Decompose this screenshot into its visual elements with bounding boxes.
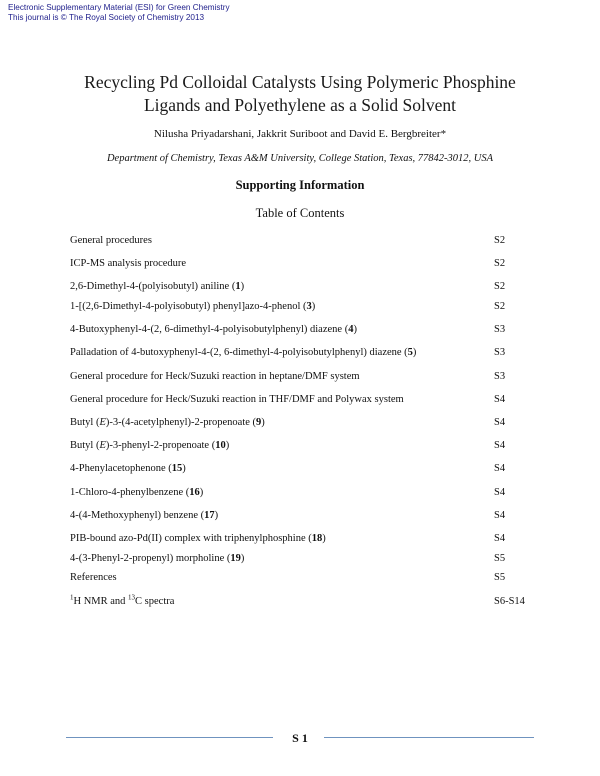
toc-entry-page: S4 [494,533,506,544]
toc-entry-label: Butyl (E)-3-(4-acetylphenyl)-2-propenoate (9) [70,417,265,428]
toc-entry-label: General procedure for Heck/Suzuki reaction in heptane/DMF system [70,371,360,382]
affiliation: Department of Chemistry, Texas A&M University, College Station, Texas, 77842-3012, USA [106,153,494,164]
page-number: S 1 [292,731,308,745]
toc-entry-page: S2 [494,281,506,292]
toc-entry-label: General procedure for Heck/Suzuki reaction in THF/DMF and Polywax system [70,394,404,405]
toc-entry-page: S5 [494,572,506,583]
toc-heading: Table of Contents [255,206,345,220]
toc-entry-page: S3 [494,371,506,382]
toc-entry-label: References [70,572,117,583]
toc-entry-label: 4-(3-Phenyl-2-propenyl) morpholine (19) [70,553,245,564]
toc-entry-label: 1-[(2,6-Dimethyl-4-polyisobutyl) phenyl]azo-4-phenol (3) [70,301,316,312]
toc-entry-label: PIB-bound azo-Pd(II) complex with triphenylphosphine (18) [70,533,326,544]
toc-entry-label: General procedures [70,235,152,246]
toc-entry [70,439,530,453]
toc-entry [70,571,530,585]
toc-entry [70,280,530,294]
supporting-information-heading: Supporting Information [235,178,365,192]
toc-entry-label: 2,6-Dimethyl-4-(polyisobutyl) aniline (1) [70,281,245,292]
header-line-1: Electronic Supplementary Material (ESI) for Green Chemistry [8,3,230,12]
toc-entry [70,300,530,314]
toc-entry [70,595,530,609]
toc-entry [70,486,530,500]
toc-entry-page: S4 [494,487,506,498]
toc-entry-page: S3 [494,347,506,358]
header-line-2: This journal is © The Royal Society of Chemistry 2013 [8,13,205,22]
toc-entry-label: Butyl (E)-3-phenyl-2-propenoate (10) [70,440,230,451]
toc-entry-page: S5 [494,553,506,564]
toc-entry [70,323,530,337]
toc-entry [70,552,530,566]
toc-entry-page: S3 [494,324,506,335]
toc-entry-label: 1-Chloro-4-phenylbenzene (16) [70,487,204,498]
toc-entry [70,257,530,271]
toc-entry [70,234,530,248]
toc-entry-page: S2 [494,301,506,312]
toc-entry [70,346,530,360]
toc-entry-page: S4 [494,463,506,474]
toc-entry-label: $^1$H NMR and $^{13}$C spectra [70,593,175,607]
toc-entry-page: S4 [494,394,506,405]
toc-entry-label: ICP-MS analysis procedure [70,258,187,269]
toc-entry-page: S6-S14 [494,596,525,607]
journal-header [8,3,230,23]
toc-entry-page: S4 [494,417,506,428]
toc-entry [70,509,530,523]
toc-entry-page: S4 [494,440,506,451]
toc-entry [70,393,530,407]
title-line-1: Recycling Pd Colloidal Catalysts Using Polymeric Phosphine [84,72,516,92]
authors: Nilusha Priyadarshani, Jakkrit Suriboot and David E. Bergbreiter* [153,128,447,140]
toc-entry-label: Palladation of 4-butoxyphenyl-4-(2, 6-dimethyl-4-polyisobutylphenyl) diazene (5) [70,347,417,358]
toc-entry-label: 4-(4-Methoxyphenyl) benzene (17) [70,510,219,521]
toc-entry-page: S2 [494,235,506,246]
toc-entry [70,416,530,430]
toc-entry-page: S2 [494,258,506,269]
toc-entry-label: 4-Butoxyphenyl-4-(2, 6-dimethyl-4-polyisobutylphenyl) diazene (4) [70,324,357,335]
paper-title [0,71,600,117]
toc-entry [70,462,530,476]
toc-entry-label: 4-Phenylacetophenone (15) [70,463,186,474]
toc-entry [70,532,530,546]
title-line-2: Ligands and Polyethylene as a Solid Solvent [143,95,457,115]
toc-entry-page: S4 [494,510,506,521]
toc-entry [70,370,530,384]
